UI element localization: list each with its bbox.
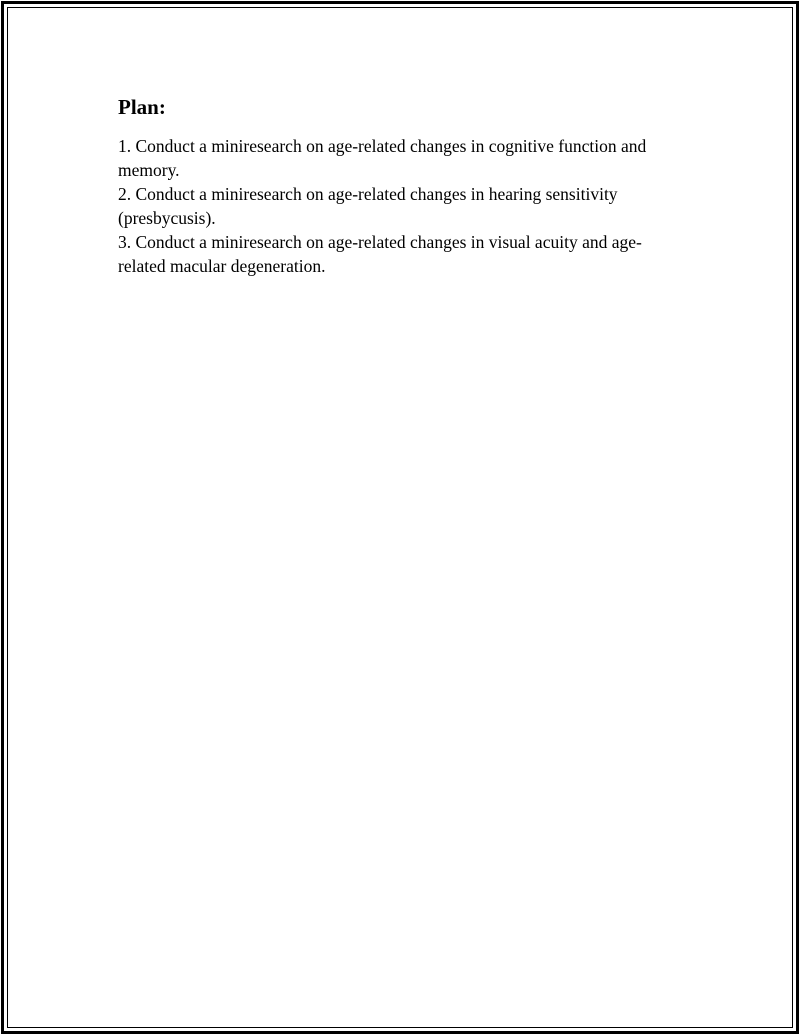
document-body	[118, 94, 683, 278]
plan-item: 3. Conduct a miniresearch on age-related changes in visual acuity and age-related macular degeneration.	[118, 232, 642, 276]
plan-item: 2. Conduct a miniresearch on age-related changes in hearing sensitivity (presbycusis).	[118, 184, 618, 228]
plan-heading: Plan:	[118, 95, 166, 119]
plan-list	[118, 134, 683, 278]
plan-item: 1. Conduct a miniresearch on age-related changes in cognitive function and memory.	[118, 136, 647, 180]
